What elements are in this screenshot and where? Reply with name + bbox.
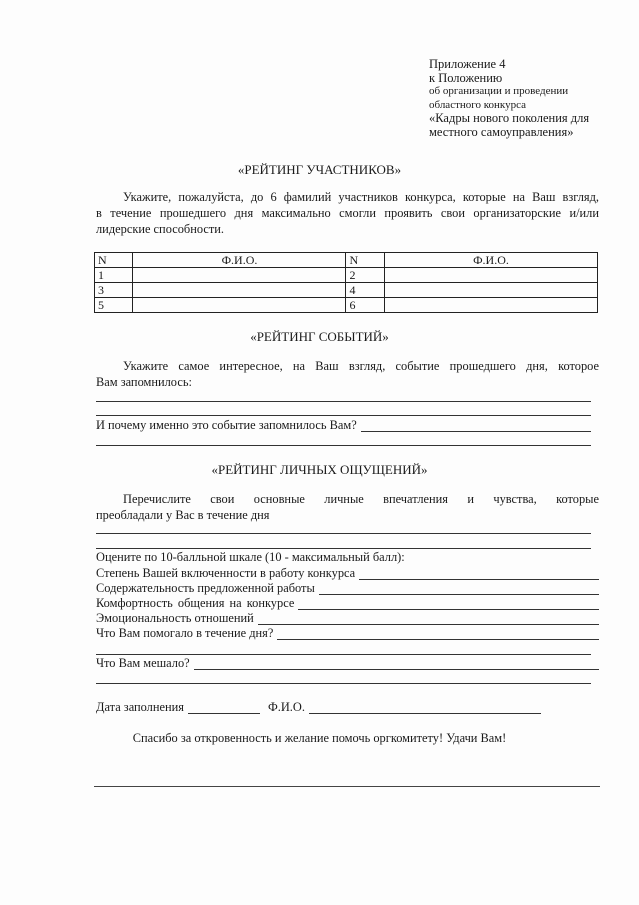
table-header-row — [95, 253, 598, 268]
row-number: 1 — [95, 268, 133, 283]
events-instruction-1: Укажите самое интересное, на Ваш взгляд, событие прошедшего дня, которое — [123, 359, 599, 373]
participants-instruction-3: лидерские способности. — [96, 222, 224, 236]
rating-field-comfort — [96, 596, 599, 610]
why-input-line[interactable] — [361, 420, 591, 432]
helped-label: Что Вам помогало в течение дня? — [96, 626, 274, 640]
rating-input-line[interactable] — [258, 613, 599, 625]
name-label: Ф.И.О. — [267, 700, 305, 714]
col-n-header: N — [95, 253, 133, 268]
rating-label: Содержательность предложенной работы — [96, 581, 315, 595]
rating-label: Эмоциональность отношений — [96, 611, 254, 625]
rating-label: Комфортность общения на конкурсе — [96, 596, 295, 610]
col-name-header-2: Ф.И.О. — [384, 253, 597, 268]
helped-field — [96, 626, 599, 640]
rating-input-line[interactable] — [359, 568, 599, 580]
row-number: 6 — [346, 298, 384, 313]
scale-label: Оцените по 10-балльной шкале (10 - максимальный балл): — [96, 550, 405, 564]
row-number: 5 — [95, 298, 133, 313]
feelings-instruction-2: преобладали у Вас в течение дня — [96, 508, 270, 522]
annex-line-4: областного конкурса — [429, 98, 527, 111]
feelings-instruction-1: Перечислите свои основные личные впечатления и чувства, которые — [123, 492, 599, 506]
col-name-header: Ф.И.О. — [133, 253, 346, 268]
row-number: 3 — [95, 283, 133, 298]
annex-line-1: Приложение 4 — [429, 57, 506, 71]
participants-table — [94, 252, 598, 313]
feelings-answer-line-1[interactable] — [96, 533, 591, 534]
rating-field-involvement — [96, 566, 599, 580]
participants-instruction-2: в течение прошедшего дня максимально смогли проявить свои организаторские и/или — [96, 206, 599, 220]
rating-field-content — [96, 581, 599, 595]
hindered-field — [96, 656, 599, 670]
date-label: Дата заполнения — [96, 700, 184, 714]
annex-header — [429, 58, 629, 140]
name-cell[interactable] — [384, 298, 597, 313]
rating-input-line[interactable] — [319, 583, 599, 595]
table-row — [95, 283, 598, 298]
bottom-divider — [94, 786, 600, 787]
events-instruction-2: Вам запомнилось: — [96, 375, 192, 389]
row-number: 4 — [346, 283, 384, 298]
why-answer-line[interactable] — [96, 445, 591, 446]
why-label: И почему именно это событие запомнилось Вам? — [96, 418, 357, 432]
annex-line-6: местного самоуправления» — [429, 124, 574, 139]
name-cell[interactable] — [384, 268, 597, 283]
name-input-line[interactable] — [309, 702, 541, 714]
hindered-label: Что Вам мешало? — [96, 656, 190, 670]
annex-line-3: об организации и проведении — [429, 85, 569, 98]
rating-label: Степень Вашей включенности в работу конкурса — [96, 566, 356, 580]
feelings-answer-line-2[interactable] — [96, 548, 591, 549]
row-number: 2 — [346, 268, 384, 283]
rating-field-emotion — [96, 611, 599, 625]
section-participants-title: «РЕЙТИНГ УЧАСТНИКОВ» — [237, 162, 402, 177]
hindered-answer-line[interactable] — [96, 683, 591, 684]
event-answer-line-2[interactable] — [96, 415, 591, 416]
table-row — [95, 298, 598, 313]
name-cell[interactable] — [133, 298, 346, 313]
name-cell[interactable] — [133, 268, 346, 283]
helped-input-line[interactable] — [277, 628, 599, 640]
helped-answer-line[interactable] — [96, 654, 591, 655]
table-row — [95, 268, 598, 283]
section-feelings-title: «РЕЙТИНГ ЛИЧНЫХ ОЩУЩЕНИЙ» — [211, 462, 428, 477]
event-answer-line-1[interactable] — [96, 401, 591, 402]
annex-line-2: к Положению — [429, 70, 503, 85]
participants-instruction-1: Укажите, пожалуйста, до 6 фамилий участников конкурса, которые на Ваш взгляд, — [123, 190, 599, 204]
date-name-row — [96, 700, 541, 714]
thanks-text: Спасибо за откровенность и желание помочь оргкомитету! Удачи Вам! — [132, 731, 507, 745]
rating-input-line[interactable] — [298, 598, 599, 610]
date-input-line[interactable] — [188, 702, 260, 714]
col-n-header-2: N — [346, 253, 384, 268]
annex-line-5: «Кадры нового поколения для — [429, 111, 590, 126]
hindered-input-line[interactable] — [194, 658, 599, 670]
why-field — [96, 418, 591, 432]
name-cell[interactable] — [133, 283, 346, 298]
name-cell[interactable] — [384, 283, 597, 298]
section-events-title: «РЕЙТИНГ СОБЫТИЙ» — [250, 329, 389, 344]
